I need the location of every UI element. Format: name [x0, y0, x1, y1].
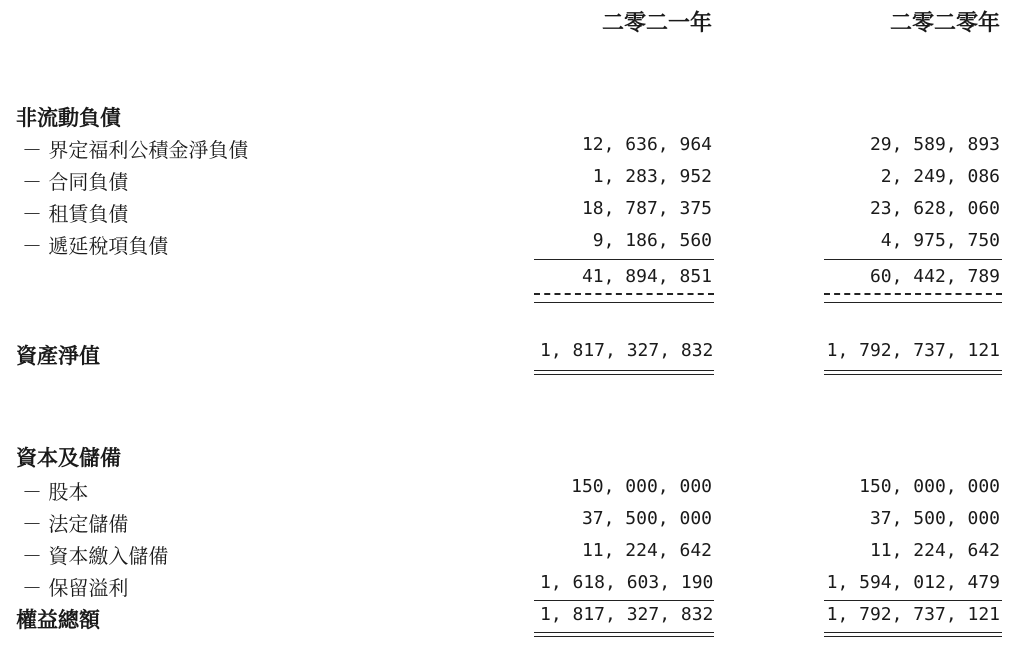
- double-rule-bottom: [824, 636, 1002, 637]
- value-2021: 12, 636, 964: [581, 134, 712, 155]
- value-2021: 37, 500, 000: [581, 508, 712, 529]
- double-rule-bottom: [534, 374, 714, 375]
- total-equity-label: 權益總額: [16, 608, 100, 632]
- net-assets-row: [0, 340, 1014, 370]
- table-row: [0, 572, 1014, 602]
- double-rule-bottom: [534, 636, 714, 637]
- subtotal-rule: [534, 259, 714, 260]
- net-assets-2020: 1, 792, 737, 121: [826, 340, 1000, 361]
- value-2020: 4, 975, 750: [880, 230, 1000, 251]
- table-row: [0, 540, 1014, 570]
- row-label: － 股本: [22, 480, 89, 504]
- value-2020: 1, 594, 012, 479: [826, 572, 1000, 593]
- double-rule-bottom: [824, 374, 1002, 375]
- table-row: [0, 476, 1014, 506]
- value-2020: 2, 249, 086: [880, 166, 1000, 187]
- column-header-2020: 二零二零年: [889, 11, 1000, 36]
- row-label: － 遞延稅項負債: [22, 234, 169, 258]
- row-label: － 界定福利公積金淨負債: [22, 138, 249, 162]
- subtotal-2021: 41, 894, 851: [581, 266, 712, 287]
- table-row: [0, 230, 1014, 260]
- section-title: 資本及儲備: [16, 446, 121, 470]
- table-row: [0, 508, 1014, 538]
- net-assets-2021: 1, 817, 327, 832: [540, 340, 714, 361]
- value-2020: 29, 589, 893: [869, 134, 1000, 155]
- total-equity-row: [0, 604, 1014, 634]
- double-rule-top: [824, 632, 1002, 633]
- total-equity-2020: 1, 792, 737, 121: [826, 604, 1000, 625]
- subtotal-rule: [824, 259, 1002, 260]
- dashed-rule: [824, 293, 1002, 295]
- value-2021: 11, 224, 642: [581, 540, 712, 561]
- table-row: [0, 166, 1014, 196]
- value-2020: 37, 500, 000: [869, 508, 1000, 529]
- section-capital-reserves: [0, 442, 1014, 472]
- value-2021: 9, 186, 560: [592, 230, 712, 251]
- double-rule-top: [534, 370, 714, 371]
- total-rule: [824, 600, 1002, 601]
- value-2021: 150, 000, 000: [571, 476, 712, 497]
- section-non-current-liabilities: [0, 102, 1014, 132]
- dashed-rule: [534, 293, 714, 295]
- rule: [534, 302, 714, 303]
- table-row: [0, 198, 1014, 228]
- total-equity-2021: 1, 817, 327, 832: [540, 604, 714, 625]
- value-2020: 11, 224, 642: [869, 540, 1000, 561]
- net-assets-label: 資產淨值: [16, 344, 100, 368]
- row-label: － 合同負債: [22, 170, 129, 194]
- subtotal-2020: 60, 442, 789: [869, 266, 1000, 287]
- total-rule: [534, 600, 714, 601]
- value-2021: 1, 283, 952: [592, 166, 712, 187]
- table-row: [0, 134, 1014, 164]
- column-header-2021: 二零二一年: [601, 11, 712, 36]
- value-2021: 18, 787, 375: [581, 198, 712, 219]
- subtotal-row: [0, 266, 1014, 296]
- rule: [824, 302, 1002, 303]
- row-label: － 租賃負債: [22, 202, 129, 226]
- row-label: － 保留溢利: [22, 576, 129, 600]
- section-title: 非流動負債: [16, 106, 121, 130]
- double-rule-top: [534, 632, 714, 633]
- value-2021: 1, 618, 603, 190: [540, 572, 714, 593]
- row-label: － 資本繳入儲備: [22, 544, 169, 568]
- double-rule-top: [824, 370, 1002, 371]
- row-label: － 法定儲備: [22, 512, 129, 536]
- value-2020: 23, 628, 060: [869, 198, 1000, 219]
- value-2020: 150, 000, 000: [859, 476, 1000, 497]
